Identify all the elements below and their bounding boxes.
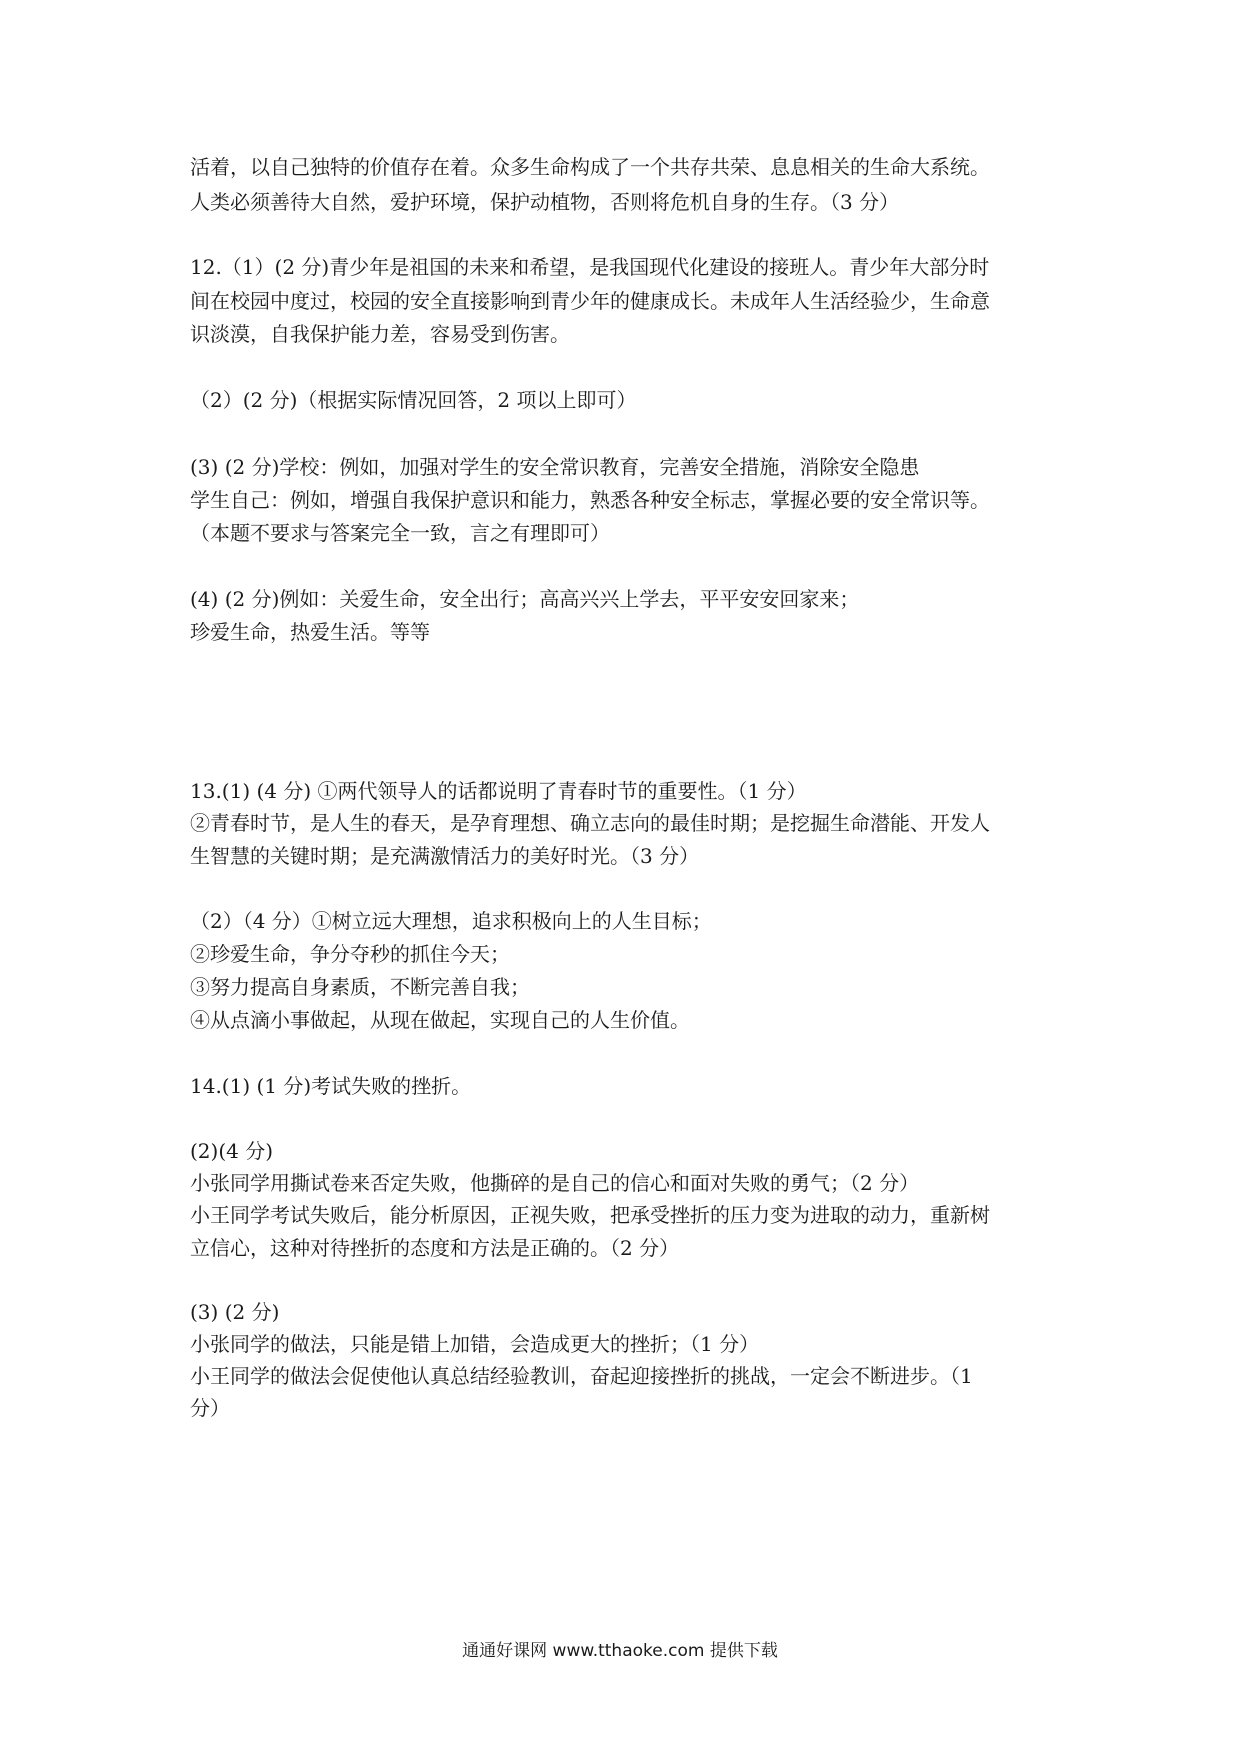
text-line: 人类必须善待大自然，爱护环境，保护动植物，否则将危机自身的生存。（3 分） [190,190,900,214]
text-line: （2）(2 分)（根据实际情况回答，2 项以上即可） [190,388,637,412]
text-line: (2)(4 分) [190,1139,274,1163]
text-line: 小张同学的做法，只能是错上加错，会造成更大的挫折；（1 分） [190,1332,760,1356]
text-line: 14.(1) (1 分)考试失败的挫折。 [190,1074,472,1098]
text-line: ④从点滴小事做起，从现在做起，实现自己的人生价值。 [190,1008,690,1032]
text-line: ②珍爱生命，争分夺秒的抓住今天； [190,942,510,966]
text-line: 学生自己：例如，增强自我保护意识和能力，熟悉各种安全标志，掌握必要的安全常识等。 [190,488,990,512]
text-line: 小王同学考试失败后，能分析原因，正视失败，把承受挫折的压力变为进取的动力，重新树 [190,1203,990,1227]
page-footer: 通通好课网 www.tthaoke.com 提供下载 [462,1641,778,1661]
text-line: 小张同学用撕试卷来否定失败，他撕碎的是自己的信心和面对失败的勇气；（2 分） [190,1171,920,1195]
text-line: 活着，以自己独特的价值存在着。众多生命构成了一个共存共荣、息息相关的生命大系统。 [190,155,990,179]
text-line: 立信心，这种对待挫折的态度和方法是正确的。（2 分） [190,1236,680,1260]
text-line: ②青春时节，是人生的春天，是孕育理想、确立志向的最佳时期；是挖掘生命潜能、开发人 [190,811,990,835]
text-line: (3) (2 分) [190,1300,280,1324]
text-line: 珍爱生命，热爱生活。等等 [190,620,430,644]
text-line: 13.(1) (4 分) ①两代领导人的话都说明了青春时节的重要性。（1 分） [190,779,807,803]
text-line: 分） [190,1396,230,1420]
text-line: 识淡漠，自我保护能力差，容易受到伤害。 [190,322,570,346]
text-line: 生智慧的关键时期；是充满激情活力的美好时光。（3 分） [190,844,700,868]
text-line: （2）（4 分）①树立远大理想，追求积极向上的人生目标； [190,909,712,933]
text-line: 小王同学的做法会促使他认真总结经验教训，奋起迎接挫折的挑战，一定会不断进步。（1 [190,1364,973,1388]
text-line: （本题不要求与答案完全一致，言之有理即可） [190,521,610,545]
text-line: (4) (2 分)例如：关爱生命，安全出行；高高兴兴上学去，平平安安回家来； [190,587,860,611]
text-line: (3) (2 分)学校：例如，加强对学生的安全常识教育，完善安全措施，消除安全隐患 [190,455,920,479]
text-line: 12.（1）(2 分)青少年是祖国的未来和希望，是我国现代化建设的接班人。青少年大部分时 [190,255,990,279]
text-line: 间在校园中度过，校园的安全直接影响到青少年的健康成长。未成年人生活经验少，生命意 [190,289,990,313]
text-line: ③努力提高自身素质，不断完善自我； [190,975,530,999]
